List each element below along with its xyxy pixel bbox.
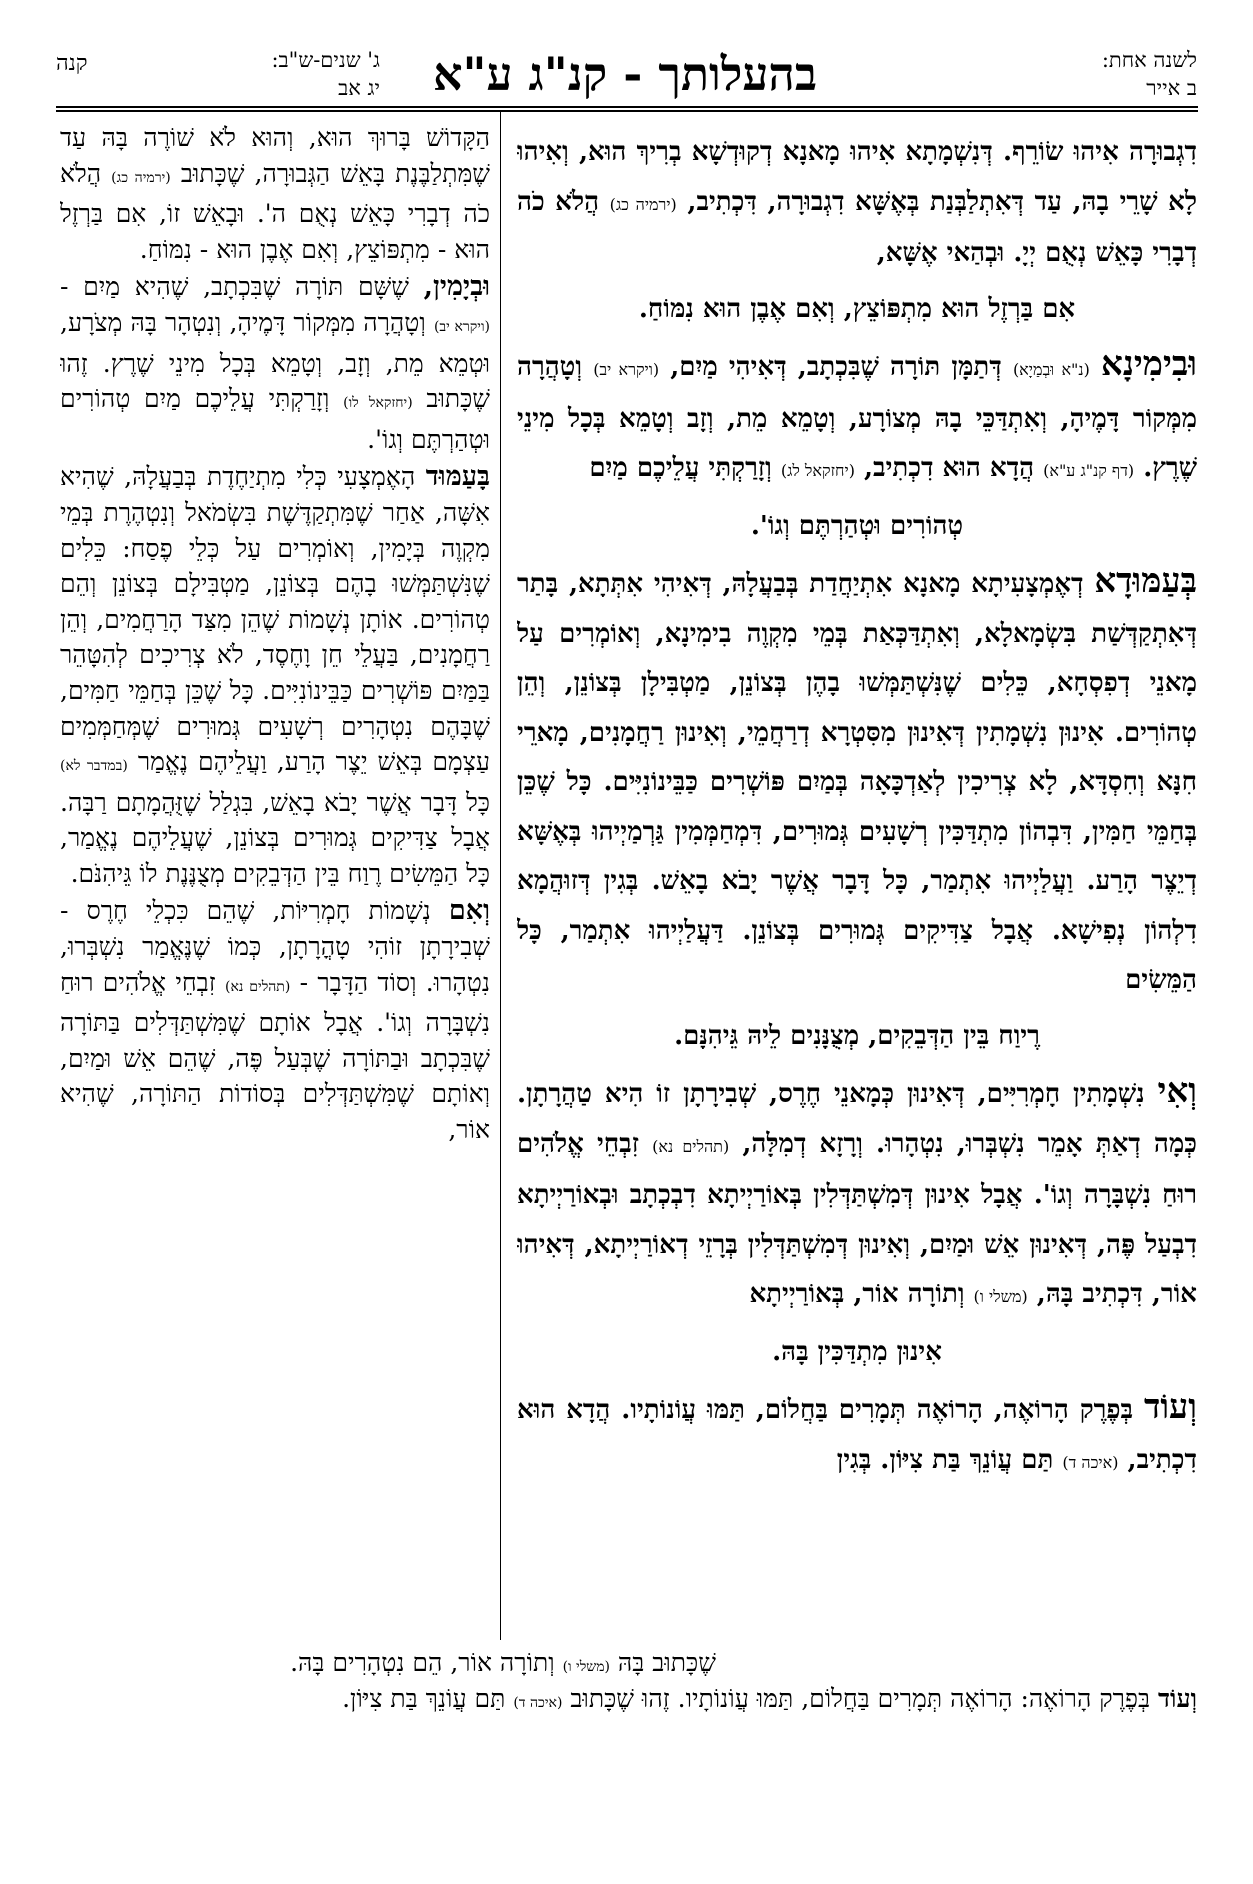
main-paragraph-3: בְּעַמּוּדָא דְאֶמְצָעִיתָא מָאנָא אִתְיַחֲדַת בְּבַעֲלָהּ, דְּאִיהִי אִתְּתָא, בָּתַר דְּאִתְקַדְּשַׁת בִּשְׂמָאלָא, וְאִתְדַּכְּאַת בְּמֵי מִקְוֶה בִימִינָא, וְאוֹמְרִים עַל מָאנֵי דְפִסְחָא, כֵּלִים שֶׁנִּשְׁתַּמְּשׁוּ בָהֶן בְּצוֹנֵן, מַטְבִּילָן בְּצוֹנֵן, וְהֵן טְהוֹרִים. אִינוּן נִשְׁמָתִין דְּאִינוּן מִסִּטְרָא דְרַחֲמֵי, וְאִינוּן רַחֲמָנִים, מָארֵי חִנָּא וְחִסְדָּא, לָא צְרִיכִין לְאַדְכָּאָה בְּמַיִם פּוֹשְׁרִים כַּבֵּינוֹנִיִּים. כָּל שֶׁכֵּן בְּחַמֵּי חַמִּין, דִּבְהוֹן מִתְדַּכִּין רְשָׁעִים גְּמוּרִים, דִּמְחַמְּמִין גַּרְמַיְיהוּ בְּאֶשָּׁא דְיֵצֶר הָרַע. וַעֲלַיְיהוּ אִתְמַר, כָּל דָּבָר אֲשֶׁר יָבֹא בָאֵשׁ. בְּגִין דְּזוּהֲמָא דִלְהוֹן נְפִישָׁא. אֲבָל צַדִּיקִים גְּמוּרִים בְּצוֹנֵן. דַּעֲלַיְיהוּ אִתְמַר, כָּל הַמֵּשִׂים <box>517 561 1197 995</box>
source-reference: (משלי ו) <box>562 1659 610 1675</box>
main-paragraph-5: וְעוֹד בְּפֶרֶק הָרוֹאֶה, הָרוֹאֶה תְּמָרִים בַּחֲלוֹם, תַּמּוּ עֲוֹנוֹתָיו. הֲדָא הוּא דִכְתִיב, (איכה ד) תַּם עֲוֹנֵךְ בַּת צִיּוֹן. בְּגִין <box>517 1387 1197 1475</box>
comm-paragraph-4: וְאִם נְשָׁמוֹת חָמְרִיּוֹת, שֶׁהֵם כִּכְלֵי חֶרֶס - שְׁבִירָתָן זוֹהִי טָהֳרָתָן, כְּמוֹ שֶׁנֶּאֱמַר נִשְׁבְּרוּ, נִטְהָרוּ. וְסוֹד הַדָּבָר - (תהלים נא) זִבְחֵי אֱלֹהִים רוּחַ נִשְׁבָּרָה וְגוֹ'. אֲבָל אוֹתָם שֶׁמִּשְׁתַּדְּלִים בַּתּוֹרָה שֶׁבִּכְתָב וּבַתּוֹרָה שֶׁבְּעַל פֶּה, שֶׁהֵם אֵשׁ וּמַיִם, וְאוֹתָם שֶׁמִּשְׁתַּדְּלִים בְּסוֹדוֹת הַתּוֹרָה, שֶׁהִיא אוֹר, <box>60 895 490 1145</box>
header-schedule-date: ב אייר <box>1146 76 1197 100</box>
page-reference: (דף קנ"ג ע"א) <box>1043 461 1135 480</box>
header-schedule-label: לשנה אחת: <box>1101 48 1197 72</box>
source-reference: (תהלים נא) <box>652 1136 730 1156</box>
source-reference: (ירמיה כג) <box>609 194 677 214</box>
paragraph-lead-word: בָּעַמּוּד <box>425 461 490 493</box>
comm-paragraph-2: וּבְיָמִין, שֶׁשָּׁם תּוֹרָה שֶׁבִּכְתָב, שֶׁהִיא מַיִם - (ויקרא יב) וְטָהֲרָה מִמְּקוֹר דָּמֶיהָ, וְנִטְהָר בָּהּ מְצֹרָע, וּטְמֵא מֵת, וְזָב, וְטָמֵא בְּכָל מִינֵי שֶׁרֶץ. זֶהוּ שֶׁכָּתוּב (יחזקאל לו) וְזָרַקְתִּי עֲלֵיכֶם מַיִם טְהוֹרִים וּטְהַרְתֶּם וְגוֹ'. <box>60 271 490 454</box>
main-paragraph-4-end: אִינוּן מִתְדַּכִּין בָּהּ. <box>772 1336 942 1367</box>
header-rule-bottom <box>56 110 1198 112</box>
paragraph-lead-word: וְאִם <box>448 895 490 927</box>
source-reference: (נ"א וּבְמַיָא) <box>1012 360 1090 379</box>
source-reference: (איכה ד) <box>513 1695 563 1711</box>
main-paragraph-2: וּבִימִינָא (נ"א וּבְמַיָא) דְּתַמָּן תּוֹרָה שֶׁבִּכְתָב, דְּאִיהִי מַיִם, (ויקרא יב) וְטָהֲרָה מִמְּקוֹר דָּמֶיהָ, וְאִתְדַּכֵּי בָהּ מְצוֹרָע, וְטָמֵא מֵת, וְזָב וְטָמֵא בְּכָל מִינֵי שֶׁרֶץ. (דף קנ"ג ע"א) הֲדָא הוּא דִכְתִיב, (יחזקאל לג) וְזָרַקְתִּי עֲלֵיכֶם מַיִם <box>517 344 1197 483</box>
footer-line-2: וְעוֹד בְּפֶרֶק הָרוֹאֶה: הָרוֹאֶה תְּמָרִים בַּחֲלוֹם, תַּמּוּ עֲוֹנוֹתָיו. זֶהוּ שֶׁכָּתוּב (איכה ד) תַּם עֲוֹנֵךְ בַּת צִיּוֹן. <box>342 1684 1197 1713</box>
source-reference: (יחזקאל לג) <box>780 461 855 480</box>
paragraph-lead-word: וְעוֹד <box>1158 1684 1197 1713</box>
source-reference: (ירמיה כג) <box>111 169 171 186</box>
column-divider <box>500 110 501 1640</box>
source-reference: (איכה ד) <box>1062 1452 1119 1472</box>
header-rule-top <box>56 106 1198 108</box>
page-title: בהעלותך - קנ"ג ע"א <box>433 47 817 101</box>
source-reference: (במדבר לא) <box>60 758 128 775</box>
source-reference: (תהלים נא) <box>225 978 291 995</box>
source-reference: (יחזקאל לו) <box>343 395 413 412</box>
paragraph-lead-word: וּבִימִינָא <box>1101 344 1197 384</box>
source-reference: (ויקרא יב) <box>593 360 660 379</box>
paragraph-lead-word: וּבְיָמִין, <box>423 271 490 303</box>
paragraph-lead-word: וְעוֹד <box>1144 1387 1197 1427</box>
main-paragraph-4: וְאִי נִשְׁמָתִין חָמְרִיִּים, דְּאִינוּן כְּמָאנֵי חֶרֶס, שְׁבִירָתָן זוֹ הִיא טַהֲרָתָן. כְּמָה דְאַתְּ אָמֵר נִשְׁבְּרוּ, נִטְהָרוּ. וְרָזָא דְמִלָּה, (תהלים נא) זִבְחֵי אֱלֹהִים רוּחַ נִשְׁבָּרָה וְגוֹ'. אֲבָל אִינוּן דְּמִשְׁתַּדְּלִין בְּאוֹרַיְיתָא דִבְכְתָב וּבְאוֹרַיְיתָא דִבְעַל פֶּה, דְּאִינוּן אֵשׁ וּמַיִם, וְאִינוּן דְּמִשְׁתַּדְּלִין בְּרָזֵי דְאוֹרַיְיתָא, דְּאִיהוּ אוֹר, דִּכְתִיב בָּהּ, (משלי ו) וְתוֹרָה אוֹר, בְּאוֹרַיְיתָא <box>517 1071 1197 1309</box>
paragraph-lead-word: בְּעַמּוּדָא <box>1094 561 1197 601</box>
main-paragraph-2-end: טְהוֹרִים וּטְהַרְתֶּם וְגוֹ'. <box>750 510 964 541</box>
paragraph-lead-word: וְאִי <box>1157 1071 1197 1111</box>
main-paragraph-1: דִגְבוּרָה אִיהוּ שׂוֹרֵף. דְּנִשְׁמָתָא אִיהוּ מָאנָא דְקוּדְשָׁא בְרִיךְ הוּא, וְאִיהוּ לָא שָׁרֵי בָהּ, עַד דְּאִתְלַבְּנַת בְּאֶשָּׁא דִגְבוּרָה, דִּכְתִיב, (ירמיה כג) הֲלֹא כֹה דְבָרִי כָּאֵשׁ נְאֻם יְיָ. וּבְהַאי אֶשָּׁא, <box>517 137 1197 268</box>
main-text-column <box>517 128 1197 1638</box>
source-reference: (ויקרא יב) <box>433 318 490 335</box>
comm-paragraph-3: בָּעַמּוּד הָאֶמְצָעִי כְּלִי מִתְיַחֶדֶת בְּבַעֲלָהּ, שֶׁהִיא אִשָּׁה, אַחַר שֶׁמִּתְקַדֶּשֶׁת בִּשְׂמֹאל וְנִטְהֶרֶת בְּמֵי מִקְוֶה בְּיָמִין, וְאוֹמְרִים עַל כְּלֵי פֶסַח: כֵּלִים שֶׁנִּשְׁתַּמְּשׁוּ בָהֶם בְּצוֹנֵן, מַטְבִּילָם בְּצוֹנֵן וְהֵם טְהוֹרִים. אוֹתָן נְשָׁמוֹת שֶׁהֵן מִצַּד הָרַחֲמִים, וְהֵן רַחֲמָנִים, בַּעֲלֵי חֵן וָחֶסֶד, לֹא צְרִיכִים לְהִטָּהֵר בַּמַּיִם פּוֹשְׁרִים כַּבֵּינוֹנִיִּים. כָּל שֶׁכֵּן בְּחַמֵּי חַמִּים, שֶׁבָּהֶם נִטְהָרִים רְשָׁעִים גְּמוּרִים שֶׁמְּחַמְּמִים עַצְמָם בְּאֵשׁ יֵצֶר הָרַע, וַעֲלֵיהֶם נֶאֱמַר (במדבר לא) כָּל דָּבָר אֲשֶׁר יָבֹא בָאֵשׁ, בִּגְלַל שֶׁזֻּהֲמָתָם רַבָּה. אֲבָל צַדִּיקִים גְּמוּרִים בְּצוֹנֵן, שֶׁעֲלֵיהֶם נֶאֱמַר, כָּל הַמֵּשִׂים רֶוַח בֵּין הַדְּבֵקִים מְצֻנֶּנֶת לוֹ גֵּיהִנֹּם. <box>60 461 490 888</box>
page-number: קנה <box>56 51 88 76</box>
commentary-column <box>60 120 490 1640</box>
main-paragraph-1-end: אִם בַּרְזֶל הוּא מִתְפּוֹצֵץ, וְאִם אֶבֶן הוּא נִמּוֹחַ. <box>638 293 1076 324</box>
comm-paragraph-1: הַקָּדוֹשׁ בָּרוּךְ הוּא, וְהוּא לֹא שׁוֹרֶה בָּהּ עַד שֶׁמִּתְלַבֶּנֶת בָּאֵשׁ הַגְּבוּרָה, שֶׁכָּתוּב (ירמיה כג) הֲלֹא כֹה דְבָרִי כָּאֵשׁ נְאֻם ה'. וּבָאֵשׁ זוֹ, אִם בַּרְזֶל הוּא - מִתְפּוֹצֵץ, וְאִם אֶבֶן הוּא - נִמּוֹחַ. <box>60 123 490 264</box>
source-reference: (משלי ו) <box>973 1287 1028 1306</box>
header-schedule-date-3: יג אב <box>338 76 380 100</box>
header-schedule-label-3: ג' שנים-ש"ב: <box>271 48 380 72</box>
main-paragraph-3-end: רֶיוַח בֵּין הַדְּבֵקִים, מְצֻנָּנִים לֵיהּ גֵּיהִנָּם. <box>674 1020 1040 1051</box>
footer-line-1: שֶׁכָּתוּב בָּהּ (משלי ו) וְתוֹרָה אוֹר, הֵם נִטְהָרִים בָּהּ. <box>290 1648 716 1677</box>
